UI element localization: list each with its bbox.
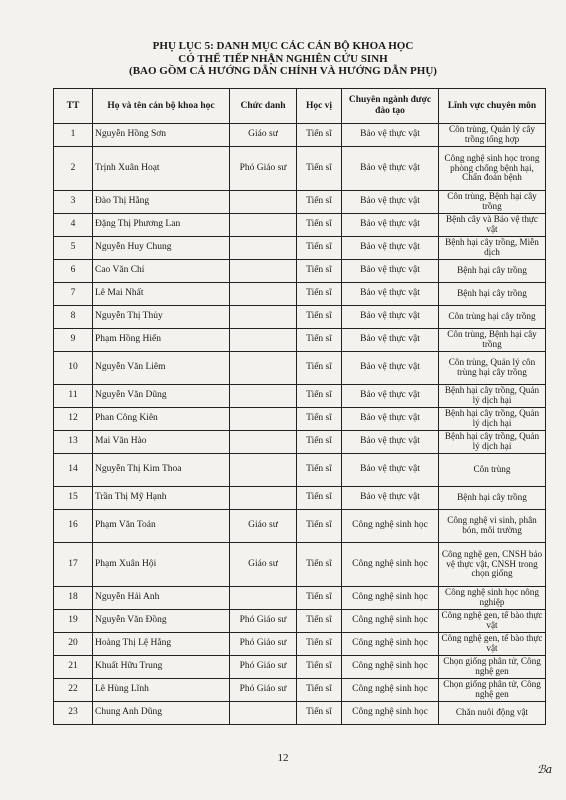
table-row — [54, 408, 546, 431]
cell-tt: 17 — [54, 543, 93, 587]
table-row — [54, 237, 546, 260]
cell-name: Nguyễn Thị Thủy — [93, 306, 230, 329]
table-row — [54, 454, 546, 487]
cell-name: Chung Anh Dũng — [93, 702, 230, 725]
cell-tt: 18 — [54, 587, 93, 610]
cell-degree: Tiến sĩ — [297, 352, 342, 385]
cell-field: Công nghệ sinh học trong phòng chống bệnh hại, Chẩn đoán bệnh — [439, 147, 546, 191]
handwritten-initials: ℬa — [537, 763, 553, 776]
table-header-row — [54, 89, 546, 124]
cell-field: Bệnh hại cây trồng — [439, 283, 546, 306]
cell-tt: 12 — [54, 408, 93, 431]
cell-major: Bảo vệ thực vật — [342, 487, 439, 510]
cell-title: Phó Giáo sư — [230, 679, 297, 702]
table-row — [54, 587, 546, 610]
table-row — [54, 385, 546, 408]
cell-tt: 23 — [54, 702, 93, 725]
table-row — [54, 656, 546, 679]
cell-degree: Tiến sĩ — [297, 431, 342, 454]
cell-field: Bệnh hại cây trồng, Quản lý dịch hại — [439, 408, 546, 431]
cell-tt: 13 — [54, 431, 93, 454]
cell-degree: Tiến sĩ — [297, 237, 342, 260]
cell-title — [230, 385, 297, 408]
cell-degree: Tiến sĩ — [297, 702, 342, 725]
cell-name: Đặng Thị Phương Lan — [93, 214, 230, 237]
cell-title — [230, 260, 297, 283]
table-row — [54, 306, 546, 329]
cell-degree: Tiến sĩ — [297, 147, 342, 191]
cell-title — [230, 306, 297, 329]
cell-title: Phó Giáo sư — [230, 656, 297, 679]
cell-tt: 11 — [54, 385, 93, 408]
cell-major: Công nghệ sinh học — [342, 702, 439, 725]
cell-degree: Tiến sĩ — [297, 214, 342, 237]
cell-degree: Tiến sĩ — [297, 633, 342, 656]
cell-name: Phạm Hồng Hiển — [93, 329, 230, 352]
cell-title — [230, 487, 297, 510]
cell-field: Bệnh cây và Bảo vệ thực vật — [439, 214, 546, 237]
cell-name: Nguyễn Văn Liêm — [93, 352, 230, 385]
table-row — [54, 610, 546, 633]
cell-tt: 3 — [54, 191, 93, 214]
column-header-field: Lĩnh vực chuyên môn — [439, 89, 546, 124]
cell-major: Bảo vệ thực vật — [342, 191, 439, 214]
table-row — [54, 487, 546, 510]
page-number: 12 — [277, 752, 289, 764]
cell-major: Bảo vệ thực vật — [342, 283, 439, 306]
cell-tt: 22 — [54, 679, 93, 702]
table-row — [54, 352, 546, 385]
cell-degree: Tiến sĩ — [297, 587, 342, 610]
cell-tt: 7 — [54, 283, 93, 306]
cell-name: Lê Hùng Lĩnh — [93, 679, 230, 702]
cell-degree: Tiến sĩ — [297, 191, 342, 214]
column-header-major: Chuyên ngành được đào tạo — [342, 89, 439, 124]
cell-major: Công nghệ sinh học — [342, 587, 439, 610]
table-row — [54, 124, 546, 147]
cell-title — [230, 702, 297, 725]
cell-name: Nguyễn Huy Chung — [93, 237, 230, 260]
column-header-tt: TT — [54, 89, 93, 124]
cell-field: Côn trùng, Quản lý côn trùng hại cây trồng — [439, 352, 546, 385]
cell-name: Nguyễn Văn Dũng — [93, 385, 230, 408]
cell-degree: Tiến sĩ — [297, 510, 342, 543]
cell-tt: 16 — [54, 510, 93, 543]
cell-major: Bảo vệ thực vật — [342, 431, 439, 454]
document-header — [0, 40, 566, 78]
cell-degree: Tiến sĩ — [297, 454, 342, 487]
cell-tt: 2 — [54, 147, 93, 191]
cell-title — [230, 408, 297, 431]
cell-field: Côn trùng — [439, 454, 546, 487]
cell-field: Công nghệ gen, tế bào thực vật — [439, 633, 546, 656]
cell-field: Bệnh hại cây trồng — [439, 487, 546, 510]
cell-major: Bảo vệ thực vật — [342, 385, 439, 408]
cell-major: Công nghệ sinh học — [342, 510, 439, 543]
cell-title — [230, 329, 297, 352]
cell-field: Chọn giống phân tử, Công nghệ gen — [439, 679, 546, 702]
cell-title: Phó Giáo sư — [230, 610, 297, 633]
cell-tt: 9 — [54, 329, 93, 352]
cell-tt: 19 — [54, 610, 93, 633]
cell-tt: 6 — [54, 260, 93, 283]
cell-field: Công nghệ gen, CNSH bảo vệ thực vật, CNSH trong chọn giống — [439, 543, 546, 587]
cell-field: Công nghệ gen, tế bào thực vật — [439, 610, 546, 633]
cell-field: Công nghệ vi sinh, phân bón, môi trường — [439, 510, 546, 543]
cell-tt: 5 — [54, 237, 93, 260]
cell-field: Bệnh hại cây trồng, Quản lý dịch hại — [439, 385, 546, 408]
cell-major: Công nghệ sinh học — [342, 656, 439, 679]
cell-title — [230, 214, 297, 237]
cell-name: Phan Công Kiên — [93, 408, 230, 431]
table-row — [54, 260, 546, 283]
cell-title — [230, 191, 297, 214]
cell-major: Bảo vệ thực vật — [342, 329, 439, 352]
cell-degree: Tiến sĩ — [297, 656, 342, 679]
staff-table — [53, 88, 546, 725]
cell-tt: 15 — [54, 487, 93, 510]
cell-name: Trần Thị Mỹ Hạnh — [93, 487, 230, 510]
column-header-degree: Học vị — [297, 89, 342, 124]
cell-field: Bệnh hại cây trồng, Quản lý dịch hại — [439, 431, 546, 454]
cell-field: Bệnh hại cây trồng — [439, 260, 546, 283]
cell-field: Côn trùng, Bệnh hại cây trồng — [439, 191, 546, 214]
table-row — [54, 329, 546, 352]
cell-degree: Tiến sĩ — [297, 306, 342, 329]
cell-tt: 1 — [54, 124, 93, 147]
cell-name: Lê Mai Nhất — [93, 283, 230, 306]
cell-major: Công nghệ sinh học — [342, 679, 439, 702]
cell-field: Côn trùng, Bệnh hại cây trồng — [439, 329, 546, 352]
cell-major: Bảo vệ thực vật — [342, 260, 439, 283]
cell-name: Nguyễn Hồng Sơn — [93, 124, 230, 147]
cell-field: Chọn giống phân tử, Công nghệ gen — [439, 656, 546, 679]
cell-tt: 21 — [54, 656, 93, 679]
cell-degree: Tiến sĩ — [297, 679, 342, 702]
cell-name: Phạm Xuân Hội — [93, 543, 230, 587]
table-row — [54, 214, 546, 237]
table-row — [54, 633, 546, 656]
cell-field: Côn trùng, Quản lý cây trồng tổng hợp — [439, 124, 546, 147]
cell-major: Bảo vệ thực vật — [342, 124, 439, 147]
table-row — [54, 543, 546, 587]
cell-field: Công nghệ sinh học nông nghiệp — [439, 587, 546, 610]
cell-major: Công nghệ sinh học — [342, 633, 439, 656]
cell-degree: Tiến sĩ — [297, 385, 342, 408]
cell-title: Giáo sư — [230, 510, 297, 543]
header-line-2: CÓ THỂ TIẾP NHẬN NGHIÊN CỨU SINH — [178, 52, 388, 65]
header-line-1: PHỤ LỤC 5: DANH MỤC CÁC CÁN BỘ KHOA HỌC — [152, 40, 414, 52]
table-row — [54, 510, 546, 543]
cell-major: Công nghệ sinh học — [342, 610, 439, 633]
table-row — [54, 431, 546, 454]
cell-title — [230, 587, 297, 610]
cell-name: Khuất Hữu Trung — [93, 656, 230, 679]
cell-major: Công nghệ sinh học — [342, 543, 439, 587]
cell-degree: Tiến sĩ — [297, 329, 342, 352]
cell-degree: Tiến sĩ — [297, 543, 342, 587]
cell-title — [230, 454, 297, 487]
table-row — [54, 147, 546, 191]
cell-major: Bảo vệ thực vật — [342, 237, 439, 260]
cell-name: Đào Thị Hằng — [93, 191, 230, 214]
cell-name: Cao Văn Chí — [93, 260, 230, 283]
cell-name: Trịnh Xuân Hoạt — [93, 147, 230, 191]
cell-tt: 8 — [54, 306, 93, 329]
cell-name: Nguyễn Văn Đồng — [93, 610, 230, 633]
cell-title: Giáo sư — [230, 543, 297, 587]
cell-degree: Tiến sĩ — [297, 610, 342, 633]
cell-title: Phó Giáo sư — [230, 147, 297, 191]
cell-field: Chăn nuôi động vật — [439, 702, 546, 725]
cell-major: Bảo vệ thực vật — [342, 306, 439, 329]
cell-title: Giáo sư — [230, 124, 297, 147]
cell-name: Nguyễn Hải Anh — [93, 587, 230, 610]
cell-major: Bảo vệ thực vật — [342, 214, 439, 237]
table-body — [54, 124, 546, 725]
cell-tt: 10 — [54, 352, 93, 385]
cell-major: Bảo vệ thực vật — [342, 352, 439, 385]
cell-title — [230, 352, 297, 385]
header-line-3: (BAO GỒM CẢ HƯỚNG DẪN CHÍNH VÀ HƯỚNG DẪN PHỤ) — [129, 65, 437, 77]
table-row — [54, 191, 546, 214]
cell-title: Phó Giáo sư — [230, 633, 297, 656]
cell-title — [230, 237, 297, 260]
cell-degree: Tiến sĩ — [297, 124, 342, 147]
cell-degree: Tiến sĩ — [297, 283, 342, 306]
table-row — [54, 283, 546, 306]
cell-tt: 4 — [54, 214, 93, 237]
column-header-title: Chức danh — [230, 89, 297, 124]
cell-name: Hoàng Thị Lệ Hằng — [93, 633, 230, 656]
cell-tt: 20 — [54, 633, 93, 656]
table-row — [54, 702, 546, 725]
column-header-name: Họ và tên cán bộ khoa học — [93, 89, 230, 124]
cell-title — [230, 283, 297, 306]
cell-field: Côn trùng hại cây trồng — [439, 306, 546, 329]
cell-field: Bệnh hại cây trồng, Miễn dịch — [439, 237, 546, 260]
cell-degree: Tiến sĩ — [297, 260, 342, 283]
cell-name: Phạm Văn Toản — [93, 510, 230, 543]
cell-major: Bảo vệ thực vật — [342, 454, 439, 487]
cell-degree: Tiến sĩ — [297, 408, 342, 431]
cell-major: Bảo vệ thực vật — [342, 147, 439, 191]
table-row — [54, 679, 546, 702]
cell-degree: Tiến sĩ — [297, 487, 342, 510]
cell-title — [230, 431, 297, 454]
cell-tt: 14 — [54, 454, 93, 487]
cell-name: Nguyễn Thị Kim Thoa — [93, 454, 230, 487]
cell-major: Bảo vệ thực vật — [342, 408, 439, 431]
cell-name: Mai Văn Hào — [93, 431, 230, 454]
